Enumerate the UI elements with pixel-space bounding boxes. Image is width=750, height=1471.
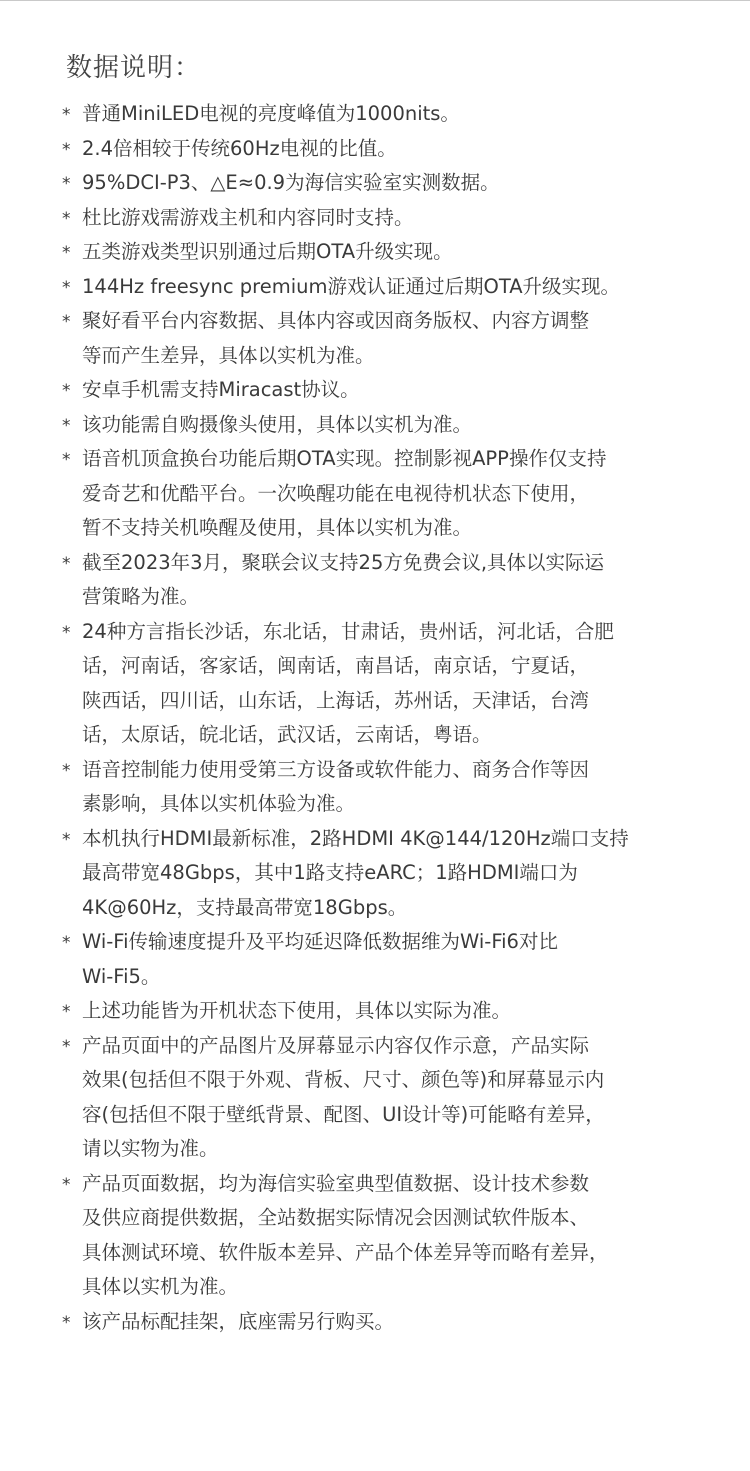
note-text-line: 营策略为准。 xyxy=(82,585,200,608)
asterisk-bullet-icon: * xyxy=(62,829,71,850)
note-text-line: 144Hz freesync premium游戏认证通过后期OTA升级实现。 xyxy=(82,274,621,298)
note-text-line: 爱奇艺和优酷平台。一次唤醒功能在电视待机状态下使用， xyxy=(82,481,590,505)
note-text-line: 普通MiniLED电视的亮度峰值为1000nits。 xyxy=(82,102,460,125)
note-text-line: Wi-Fi5。 xyxy=(82,964,161,988)
note-text-line: 上述功能皆为开机状态下使用，具体以实际为准。 xyxy=(82,999,512,1022)
note-text-line: 2.4倍相较于传统60Hz电视的比值。 xyxy=(82,136,397,160)
note-item xyxy=(60,304,690,373)
page-title: 数据说明： xyxy=(66,53,202,83)
note-item xyxy=(60,235,690,270)
note-item xyxy=(60,822,690,926)
asterisk-bullet-icon: * xyxy=(62,622,71,643)
asterisk-bullet-icon: * xyxy=(62,174,71,194)
note-text-line: 话，太原话，皖北话，武汉话，云南话，粤语。 xyxy=(82,723,492,746)
note-text-line: 产品页面数据，均为海信实验室典型值数据、设计技术参数 xyxy=(82,1171,590,1195)
note-text-line: 截至2023年3月，聚联会议支持25方免费会议,具体以实际运 xyxy=(82,550,605,574)
note-item xyxy=(60,408,690,443)
asterisk-bullet-icon: * xyxy=(62,105,71,125)
asterisk-bullet-icon: * xyxy=(62,1174,71,1195)
asterisk-bullet-icon: * xyxy=(62,208,71,229)
note-text-line: 陕西话，四川话，山东话，上海话，苏州话，天津话，台湾 xyxy=(82,688,590,712)
note-text-line: 暂不支持关机唤醒及使用，具体以实机为准。 xyxy=(82,516,473,539)
note-item xyxy=(60,546,690,615)
note-text-line: 安卓手机需支持Miracast协议。 xyxy=(82,378,360,401)
note-text-line: 效果(包括但不限于外观、背板、尺寸、颜色等)和屏幕显示内 xyxy=(82,1068,605,1091)
note-text-line: 话，河南话，客家话，闽南话，南昌话，南京话，宁夏话， xyxy=(82,654,590,677)
note-text-line: 本机执行HDMI最新标准，2路HDMI 4K@144/120Hz端口支持 xyxy=(82,826,629,850)
note-text-line: 聚好看平台内容数据、具体内容或因商务版权、内容方调整 xyxy=(82,309,590,332)
note-item xyxy=(60,201,690,236)
note-text-line: 最高带宽48Gbps，其中1路支持eARC；1路HDMI端口为 xyxy=(82,861,578,884)
note-item xyxy=(60,97,690,132)
note-text-line: 五类游戏类型识别通过后期OTA升级实现。 xyxy=(82,240,453,263)
note-item xyxy=(60,442,690,546)
asterisk-bullet-icon: * xyxy=(62,933,71,953)
note-text-line: 语音机顶盒换台功能后期OTA实现。控制影视APP操作仅支持 xyxy=(82,447,607,470)
note-text-line: 24种方言指长沙话，东北话，甘肃话，贵州话，河北话，合肥 xyxy=(82,619,614,643)
asterisk-bullet-icon: * xyxy=(62,1002,71,1022)
note-text-line: 请以实物为准。 xyxy=(82,1137,219,1160)
note-item xyxy=(60,925,690,994)
note-text-line: Wi-Fi传输速度提升及平均延迟降低数据维为Wi-Fi6对比 xyxy=(82,930,558,953)
asterisk-bullet-icon: * xyxy=(62,139,71,160)
asterisk-bullet-icon: * xyxy=(62,1312,71,1333)
note-text-line: 该功能需自购摄像头使用，具体以实机为准。 xyxy=(82,412,473,436)
note-text-line: 具体以实机为准。 xyxy=(82,1275,239,1298)
note-text-line: 素影响，具体以实机体验为准。 xyxy=(82,792,356,815)
note-item xyxy=(60,270,690,305)
asterisk-bullet-icon: * xyxy=(62,553,71,574)
note-text-line: 及供应商提供数据，全站数据实际情况会因测试软件版本、 xyxy=(82,1206,590,1229)
note-text-line: 容(包括但不限于壁纸背景、配图、UI设计等)可能略有差异， xyxy=(82,1102,605,1126)
asterisk-bullet-icon: * xyxy=(62,1036,71,1057)
note-item xyxy=(60,1167,690,1305)
asterisk-bullet-icon: * xyxy=(62,381,71,401)
asterisk-bullet-icon: * xyxy=(62,277,71,298)
note-item xyxy=(60,615,690,753)
disclaimer-notes-list xyxy=(60,97,690,1339)
note-item xyxy=(60,753,690,822)
asterisk-bullet-icon: * xyxy=(62,243,71,263)
asterisk-bullet-icon: * xyxy=(62,415,71,436)
note-item xyxy=(60,373,690,408)
note-text-line: 等而产生差异，具体以实机为准。 xyxy=(82,343,375,367)
asterisk-bullet-icon: * xyxy=(62,760,71,781)
note-text-line: 语音控制能力使用受第三方设备或软件能力、商务合作等因 xyxy=(82,757,590,781)
note-text-line: 具体测试环境、软件版本差异、产品个体差异等而略有差异， xyxy=(82,1240,609,1264)
note-text-line: 4K@60Hz，支持最高带宽18Gbps。 xyxy=(82,895,408,919)
note-text-line: 95%DCI-P3、△E≈0.9为海信实验室实测数据。 xyxy=(82,171,500,194)
asterisk-bullet-icon: * xyxy=(62,312,71,332)
note-item xyxy=(60,132,690,167)
top-divider xyxy=(0,0,750,1)
note-text-line: 该产品标配挂架，底座需另行购买。 xyxy=(82,1309,395,1333)
note-text-line: 杜比游戏需游戏主机和内容同时支持。 xyxy=(82,205,414,229)
note-item xyxy=(60,1029,690,1167)
note-item xyxy=(60,1305,690,1340)
asterisk-bullet-icon: * xyxy=(62,450,71,470)
note-item xyxy=(60,166,690,201)
note-item xyxy=(60,994,690,1029)
note-text-line: 产品页面中的产品图片及屏幕显示内容仅作示意，产品实际 xyxy=(82,1033,590,1057)
